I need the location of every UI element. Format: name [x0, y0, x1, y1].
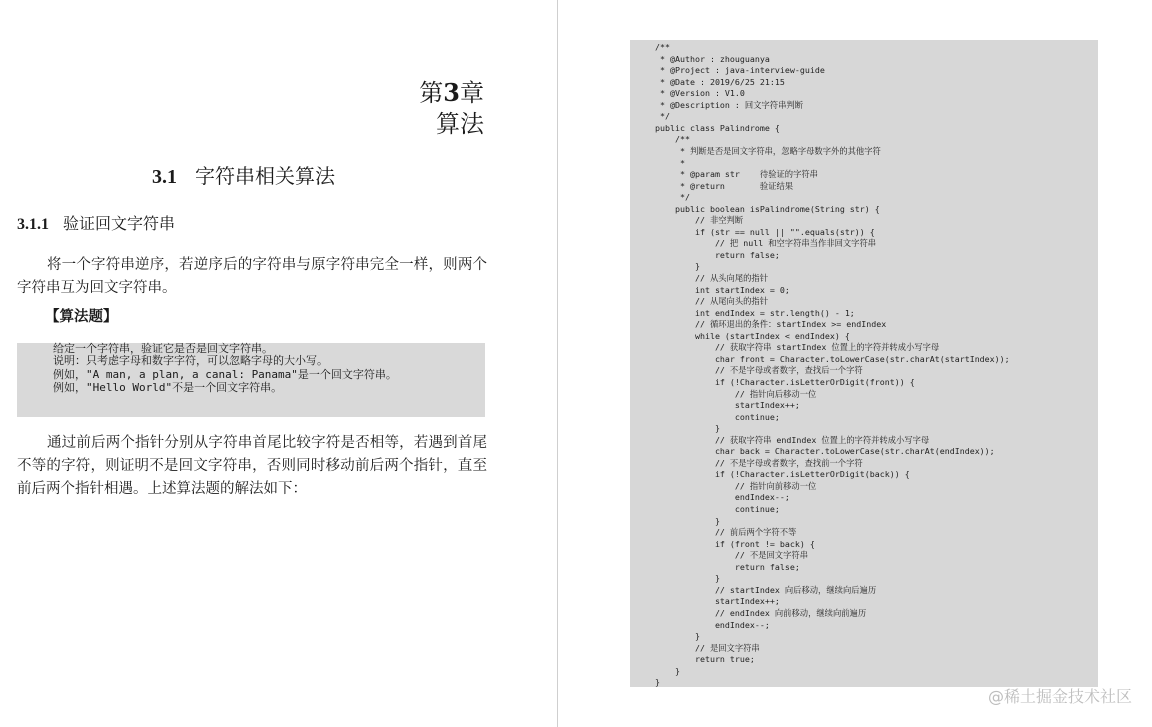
code-line: endIndex--;	[655, 619, 770, 630]
code-line: public class Palindrome {	[655, 122, 780, 133]
code-line: */	[655, 192, 690, 203]
code-line: // 不是字母或者数字，查找前一个字符	[655, 457, 863, 468]
code-line: * @param str 待验证的字符串	[655, 169, 818, 180]
code-line: startIndex++;	[655, 596, 780, 607]
code-line: // 不是字母或者数字，查找后一个字符	[655, 365, 863, 376]
section-heading	[152, 162, 335, 191]
code-line: char back = Character.toLowerCase(str.charAt(endIndex));	[655, 446, 995, 457]
code-line: *	[655, 157, 685, 168]
code-line: startIndex++;	[655, 400, 800, 411]
code-line: if (str == null || "".equals(str)) {	[655, 226, 875, 237]
code-line: // 指针向前移动一位	[655, 480, 817, 491]
code-line: // startIndex 向后移动，继续向后遍历	[655, 584, 877, 595]
code-line: // 指针向后移动一位	[655, 388, 817, 399]
code-line: * @Author : zhouguanya	[655, 53, 770, 64]
problem-line: 给定一个字符串，验证它是否是回文字符串。	[53, 342, 273, 355]
code-line: }	[655, 677, 660, 688]
code-line: continue;	[655, 504, 780, 514]
code-line: int startIndex = 0;	[655, 284, 790, 295]
code-line: while (startIndex < endIndex) {	[655, 330, 850, 341]
problem-tag: 【算法题】	[45, 308, 118, 325]
code-line: */	[655, 111, 670, 122]
problem-line: 例如，"A man, a plan, a canal: Panama"是一个回文字符串。	[53, 368, 397, 381]
left-page	[0, 0, 557, 727]
code-line: // 从头向尾的指针	[655, 273, 769, 283]
code-line: }	[655, 573, 720, 584]
code-line: }	[655, 515, 720, 526]
code-line: if (front != back) {	[655, 538, 815, 549]
problem-line: 说明：只考虑字母和数字字符，可以忽略字母的大小写。	[53, 354, 328, 367]
code-line: * @Date : 2019/6/25 21:15	[655, 76, 785, 87]
section-title: 字符串相关算法	[195, 164, 335, 188]
chapter-number: 3	[443, 78, 460, 107]
code-line: int endIndex = str.length() - 1;	[655, 307, 855, 318]
right-page	[558, 0, 1152, 727]
watermark: @稀土掘金技术社区	[987, 687, 1132, 706]
code-line: // 获取字符串 endIndex 位置上的字符并转成小写字母	[655, 434, 930, 445]
code-line: char front = Character.toLowerCase(str.charAt(startIndex));	[655, 353, 1010, 364]
subsection-number: 3.1.1	[17, 216, 49, 233]
code-line: * 判断是否是回文字符串，忽略字母数字外的其他字符	[655, 145, 881, 156]
chapter-prefix: 第	[419, 79, 444, 107]
code-line: // endIndex 向前移动，继续向前遍历	[655, 607, 867, 618]
code-line: * @return 验证结果	[655, 180, 794, 191]
code-line: * @Version : V1.0	[655, 88, 745, 99]
code-line: }	[655, 423, 720, 434]
code-line: if (!Character.isLetterOrDigit(front)) {	[655, 376, 915, 387]
code-line: }	[655, 261, 700, 272]
code-line: }	[655, 631, 700, 642]
code-line: return true;	[655, 654, 755, 665]
code-line: // 获取字符串 startIndex 位置上的字符并转成小写字母	[655, 342, 940, 353]
code-line: public boolean isPalindrome(String str) {	[655, 203, 880, 214]
solution-paragraph: 通过前后两个指针分别从字符串首尾比较字符是否相等，若遇到首尾不等的字符，则证明不是回文字符串，否则同时移动前后两个指针，直至前后两个指针相遇。上述算法题的解法如下：	[17, 435, 487, 497]
code-line: // 前后两个字符不等	[655, 527, 797, 538]
chapter-suffix: 章	[460, 79, 484, 107]
problem-line: 例如，"Hello World"不是一个回文字符串。	[53, 381, 283, 394]
code-line: continue;	[655, 411, 780, 422]
code-line: * @Project : java-interview-guide	[655, 65, 825, 76]
code-line: // 不是回文字符串	[655, 550, 808, 561]
chapter-title: 算法	[436, 110, 484, 138]
code-line: // 非空判断	[655, 215, 744, 226]
code-line: // 循环退出的条件：startIndex >= endIndex	[655, 319, 887, 330]
code-line: }	[655, 665, 680, 676]
subsection-title: 验证回文字符串	[63, 214, 176, 233]
chapter-number-heading	[419, 78, 484, 108]
code-line: * @Description : 回文字符串判断	[655, 99, 803, 110]
code-line: endIndex--;	[655, 492, 790, 503]
section-number: 3.1	[152, 166, 177, 188]
code-line: return false;	[655, 249, 780, 260]
subsection-heading	[17, 213, 175, 236]
code-line: /**	[655, 134, 690, 145]
code-line: /**	[655, 42, 670, 52]
problem-box	[17, 343, 485, 417]
code-line: // 是回文字符串	[655, 642, 760, 653]
code-line: // 从尾向头的指针	[655, 296, 769, 307]
code-line: // 把 null 和空字符串当作非回文字符串	[655, 238, 877, 249]
code-line: return false;	[655, 561, 800, 572]
code-block	[630, 40, 1098, 687]
code-line: if (!Character.isLetterOrDigit(back)) {	[655, 469, 910, 480]
intro-paragraph: 将一个字符串逆序，若逆序后的字符串与原字符串完全一样，则两个字符串互为回文字符串。	[17, 257, 487, 296]
